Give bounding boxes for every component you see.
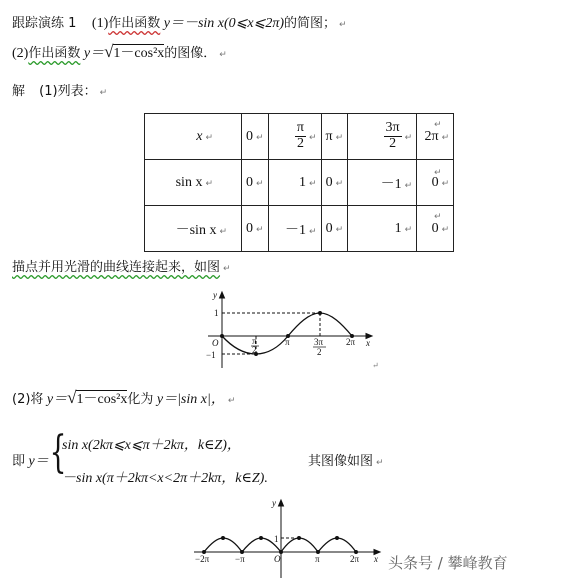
table-cell: sin x ↵	[145, 160, 242, 206]
tick-label-neg1: −1	[206, 350, 216, 360]
tick-label-neg2pi: −2π	[195, 554, 210, 564]
origin-label: O	[212, 338, 219, 348]
tick-3pi-half-num: 3π	[314, 337, 324, 347]
tick-label-pi: π	[285, 337, 290, 347]
figure-neg-sin	[200, 288, 380, 370]
tick-pi-half-den: 2	[252, 345, 257, 355]
value-table	[144, 113, 454, 252]
table-cell: π ↵	[321, 114, 348, 160]
table-cell: 0 ↵	[417, 160, 454, 206]
plot-sentence	[12, 256, 231, 275]
part2-mid: 化为	[127, 392, 154, 407]
piecewise-prefix: 即 y＝	[12, 454, 49, 469]
return-mark: ↵	[434, 120, 442, 130]
neg-sin-curve	[222, 313, 352, 354]
table-cell: x ↵	[145, 114, 242, 160]
solution-heading	[12, 80, 107, 99]
curve-point	[220, 334, 224, 338]
origin-label: O	[274, 554, 281, 564]
piece-case-2: －sin x(π＋2kπ<x<2π＋2kπ，k∈Z).	[62, 471, 268, 486]
q1-label: (1)	[91, 16, 109, 31]
return-mark: ↵	[219, 50, 227, 60]
curve-point	[318, 311, 322, 315]
table-row-sin	[145, 160, 454, 206]
solution-label: 解	[12, 84, 26, 99]
q1-text: 作出函数	[108, 16, 161, 31]
x-axis-label: x	[366, 338, 370, 348]
q2-radicand: 1－cos²x	[113, 46, 165, 61]
table-row-neg-sin	[145, 206, 454, 252]
table-cell: －sin x ↵	[145, 206, 242, 252]
table-cell: －1 ↵	[268, 206, 321, 252]
watermark: 头条号 / 攀峰教育	[388, 554, 508, 572]
piecewise-brace: {	[49, 427, 67, 478]
table-cell: －1 ↵	[348, 160, 417, 206]
graph-sentence: 其图像如图 ↵	[308, 454, 384, 469]
table-cell: 0 ↵	[242, 206, 269, 252]
y-arrow	[220, 292, 225, 298]
part2-y: y＝	[46, 392, 68, 407]
abs-sin-curve	[204, 538, 356, 552]
q2-label: (2)	[12, 46, 29, 61]
sqrt-sign: √	[67, 388, 77, 407]
tick-label-2pi: 2π	[346, 337, 356, 347]
table-cell: 0 ↵	[242, 114, 269, 160]
part2-prefix: (2)将	[12, 392, 44, 407]
plot-text: 描点并用光滑的曲线连接起来，如图	[12, 260, 221, 275]
return-mark: ↵	[223, 264, 231, 274]
part2-equation: y＝|sin x|，	[156, 392, 225, 407]
table-cell: 0 ↵	[321, 160, 348, 206]
exercise-title: 跟踪演练 1	[12, 16, 77, 31]
part2-radicand: 1－cos²x	[76, 392, 128, 407]
q2-tail: 的图像．	[164, 46, 217, 61]
table-cell: $\frac{\pi}{2}$ ↵	[268, 114, 321, 160]
q2-text: 作出函数	[28, 46, 81, 61]
tick-pi-half-num: π	[252, 336, 257, 346]
tick-label-negpi: −π	[235, 554, 245, 564]
exercise-line-1	[12, 12, 347, 32]
piece-case-1: sin x(2kπ⩽x⩽π＋2kπ，k∈Z)，	[62, 438, 241, 453]
piece-y: y＝	[28, 454, 49, 469]
y-axis-label: y	[213, 290, 217, 300]
table-cell: 0 ↵	[321, 206, 348, 252]
x-axis-label: x	[374, 554, 378, 564]
return-mark: ↵	[434, 168, 442, 178]
table-cell: 1 ↵	[348, 206, 417, 252]
tick-3pi-half-den: 2	[317, 347, 322, 357]
y-axis-label: y	[272, 498, 276, 508]
return-mark: ↵	[99, 88, 108, 98]
tick-label-pi: π	[315, 554, 320, 564]
table-cell: 0 ↵	[242, 160, 269, 206]
table-cell: 0 ↵	[417, 206, 454, 252]
tick-label-2pi: 2π	[350, 554, 360, 564]
q1-equation: y＝－sin x(0⩽x⩽2π)	[163, 16, 285, 31]
return-mark: ↵	[227, 396, 236, 406]
sqrt-sign: √	[104, 42, 114, 61]
part2-line	[12, 388, 235, 408]
tick-label-1: 1	[274, 534, 279, 544]
y-arrow	[279, 500, 284, 506]
table-cell: 2π ↵	[417, 114, 454, 160]
exercise-line-2	[12, 42, 227, 62]
q1-tail: 的简图；	[284, 16, 337, 31]
return-mark: ↵	[339, 20, 347, 30]
tick-label-1: 1	[214, 308, 219, 318]
table-cell: $\frac{3\pi}{2}$ ↵	[348, 114, 417, 160]
return-mark: ↵	[434, 212, 442, 222]
return-mark: ↵	[372, 361, 379, 370]
figure-abs-sin	[190, 496, 390, 580]
solution-part1: (1)列表：	[39, 84, 97, 99]
q2-y: y＝	[83, 46, 105, 61]
table-cell: 1 ↵	[268, 160, 321, 206]
table-header-row	[145, 114, 454, 160]
